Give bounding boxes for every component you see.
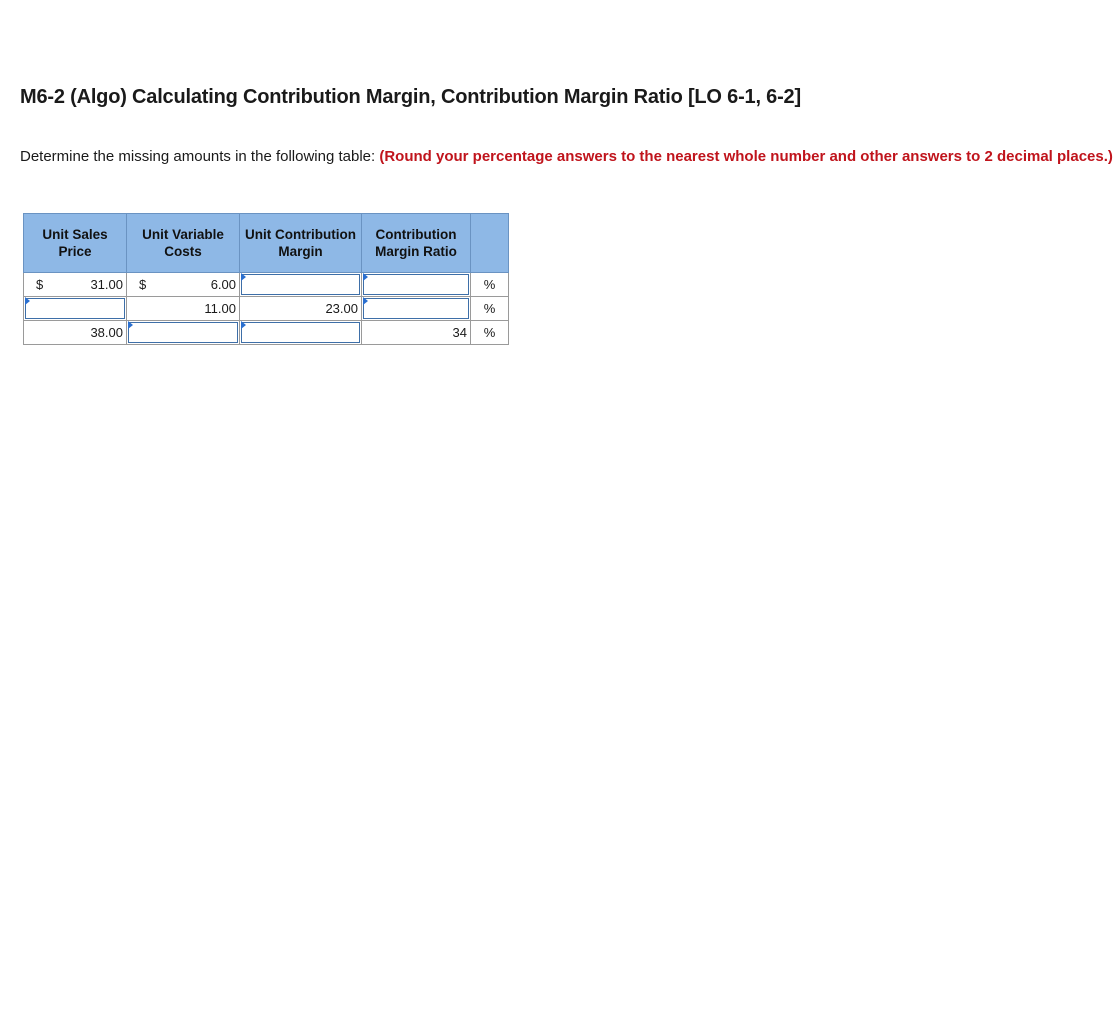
instructions [20,147,1113,167]
unit-contribution-margin-value: 23.00 [325,301,358,316]
cell-unit-contribution-margin [240,321,362,345]
percent-unit: % [471,273,509,297]
input-flag-icon [241,273,246,281]
unit-variable-costs-value: 6.00 [210,277,236,292]
table-row [24,321,509,345]
cell-unit-sales-price [24,321,127,345]
unit-sales-price-input[interactable] [25,298,125,319]
cell-unit-sales-price [24,297,127,321]
cell-contribution-margin-ratio [362,321,471,345]
cell-unit-contribution-margin [240,297,362,321]
table-row [24,273,509,297]
percent-unit: % [471,297,509,321]
contribution-margin-ratio-input[interactable] [363,274,469,295]
input-flag-icon [241,321,246,329]
instructions-emphasis: (Round your percentage answers to the nearest whole number and other answers to 2 decimal places.) [379,148,1113,165]
contribution-margin-ratio-input[interactable] [363,298,469,319]
table-row [24,297,509,321]
percent-unit: % [471,321,509,345]
cell-contribution-margin-ratio [362,297,471,321]
input-flag-icon [128,321,133,329]
header-unit-variable-costs: Unit Variable Costs [127,214,240,273]
input-flag-icon [25,297,30,305]
unit-sales-price-value: 38.00 [90,325,123,340]
cell-unit-contribution-margin [240,273,362,297]
cell-unit-sales-price [24,273,127,297]
table-header-row [24,214,509,273]
currency-symbol: $ [36,277,44,292]
cell-unit-variable-costs [127,321,240,345]
cell-unit-variable-costs [127,297,240,321]
currency-symbol: $ [139,277,147,292]
unit-sales-price-value: 31.00 [90,277,123,292]
unit-contribution-margin-input[interactable] [241,322,360,343]
header-percent-unit [471,214,509,273]
unit-contribution-margin-input[interactable] [241,274,360,295]
input-flag-icon [363,273,368,281]
header-contribution-margin-ratio: Contribution Margin Ratio [362,214,471,273]
header-unit-sales-price: Unit Sales Price [24,214,127,273]
input-flag-icon [363,297,368,305]
unit-variable-costs-input[interactable] [128,322,238,343]
instructions-text: Determine the missing amounts in the following table: [20,148,380,165]
page-title: M6-2 (Algo) Calculating Contribution Margin, Contribution Margin Ratio [LO 6-1, 6-2] [20,86,801,108]
contribution-margin-ratio-value: 34 [452,325,467,340]
header-unit-contribution-margin: Unit Contribution Margin [240,214,362,273]
cell-contribution-margin-ratio [362,273,471,297]
contribution-margin-table [23,213,509,345]
cell-unit-variable-costs [127,273,240,297]
unit-variable-costs-value: 11.00 [204,301,236,316]
